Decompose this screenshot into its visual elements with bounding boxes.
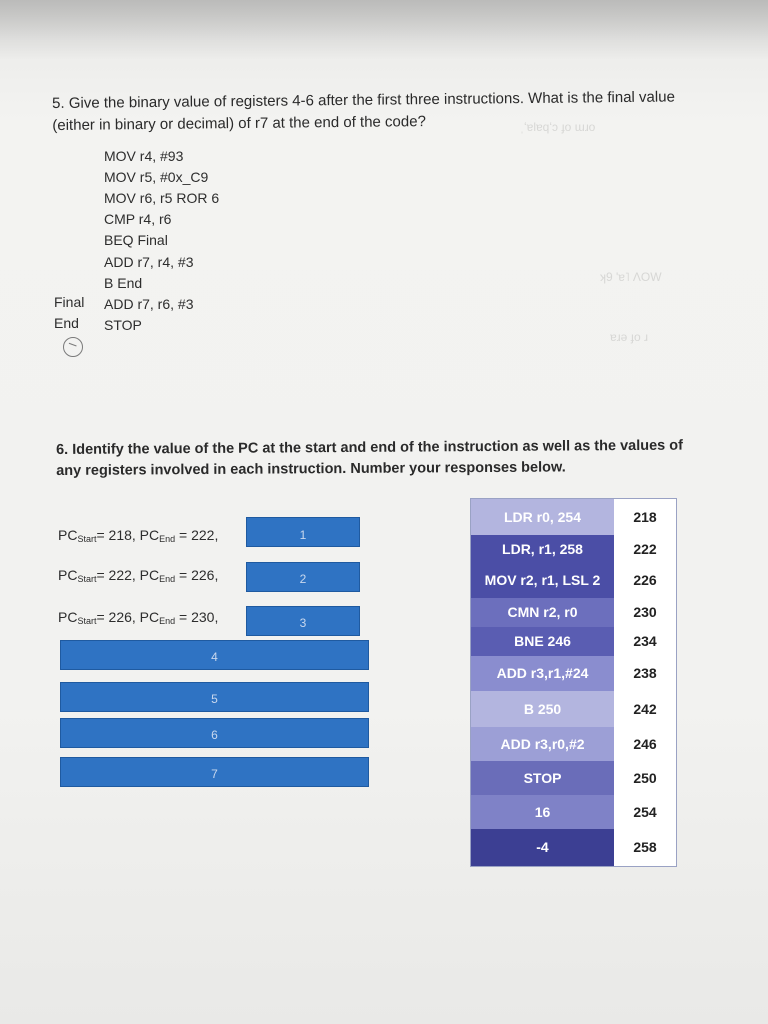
code-line: MOV r4, #93: [104, 148, 184, 164]
question-6-line-1: 6. Identify the value of the PC at the start and end of the instruction as well as the values of: [56, 437, 683, 458]
memory-address-cell: 222: [633, 541, 657, 557]
pc-line-2: $PC_{Start}= 222$, $PC_{End} = 226$,: [58, 567, 219, 584]
memory-instruction-cell: 16: [471, 795, 614, 829]
answer-box-4[interactable]: 4: [60, 640, 369, 670]
code-line: ADD r7, r6, #3: [104, 296, 194, 312]
code-line: MOV r6, r5 ROR 6: [104, 190, 220, 206]
bleed-through-text: ɐɹǝ ɟo ɹ: [610, 330, 649, 344]
answer-box-1[interactable]: 1: [246, 517, 360, 547]
memory-instruction-cell: ADD r3,r1,#24: [471, 656, 614, 691]
code-line: STOP: [104, 317, 142, 333]
bleed-through-text: ʞ9 'ɐ˥ ΛOW: [600, 270, 662, 284]
question-5-line-2: (either in binary or decimal) of r7 at the end of the code?: [52, 113, 426, 134]
memory-instruction-cell: LDR r0, 254: [471, 499, 614, 535]
bleed-through-text: ˌʻɐlɐqʻɔ ɟo ɯɹo: [520, 120, 596, 134]
answer-box-3[interactable]: 3: [246, 606, 360, 636]
pc-line-3: $PC_{Start}= 226$, $PC_{End} = 230$,: [58, 609, 219, 626]
code-line: ADD r7, r4, #3: [104, 254, 194, 270]
memory-instruction-cell: STOP: [471, 761, 614, 795]
memory-instruction-cell: B 250: [471, 691, 614, 727]
memory-address-cell: 246: [633, 736, 657, 752]
code-line: B End: [104, 275, 143, 291]
memory-address-cell: 234: [633, 633, 657, 649]
memory-instruction-cell: ADD r3,r0,#2: [471, 727, 614, 761]
memory-address-cell: 218: [633, 509, 657, 525]
memory-address-cell: 226: [633, 572, 657, 588]
memory-address-cell: 258: [633, 839, 657, 855]
memory-address-cell: 242: [633, 701, 657, 717]
answer-box-6[interactable]: 6: [60, 718, 369, 748]
pc-line-1: $PC_{Start}= 218$, $PC_{End} = 222$,: [58, 527, 219, 544]
memory-instruction-cell: -4: [471, 829, 614, 866]
memory-address-cell: 230: [633, 604, 657, 620]
memory-instruction-cell: MOV r2, r1, LSL 2: [471, 563, 614, 598]
memory-address-cell: 238: [633, 665, 657, 681]
question-6-line-2: any registers involved in each instruction. Number your responses below.: [56, 459, 566, 479]
answer-box-7[interactable]: 7: [60, 757, 369, 787]
answer-box-5[interactable]: 5: [60, 682, 369, 712]
handwritten-circle-mark: [63, 337, 83, 357]
code-line: MOV r5, #0x_C9: [104, 169, 209, 185]
question-5-line-1: 5. Give the binary value of registers 4-6 after the first three instructions. What is the final value: [52, 88, 675, 112]
question-6-title: [56, 435, 716, 482]
memory-instruction-cell: CMN r2, r0: [471, 598, 614, 627]
memory-instruction-cell: LDR, r1, 258: [471, 535, 614, 563]
answer-box-2[interactable]: 2: [246, 562, 360, 592]
memory-table: [470, 498, 677, 867]
memory-instruction-cell: BNE 246: [471, 627, 614, 656]
memory-address-cell: 254: [633, 804, 657, 820]
question-5-title: [52, 86, 742, 137]
paper-top-shadow: [0, 0, 768, 60]
label-end: End: [54, 315, 79, 331]
code-line: CMP r4, r6: [104, 211, 172, 227]
code-line: BEQ Final: [104, 232, 168, 248]
memory-address-cell: 250: [633, 770, 657, 786]
label-final: Final: [54, 294, 85, 310]
